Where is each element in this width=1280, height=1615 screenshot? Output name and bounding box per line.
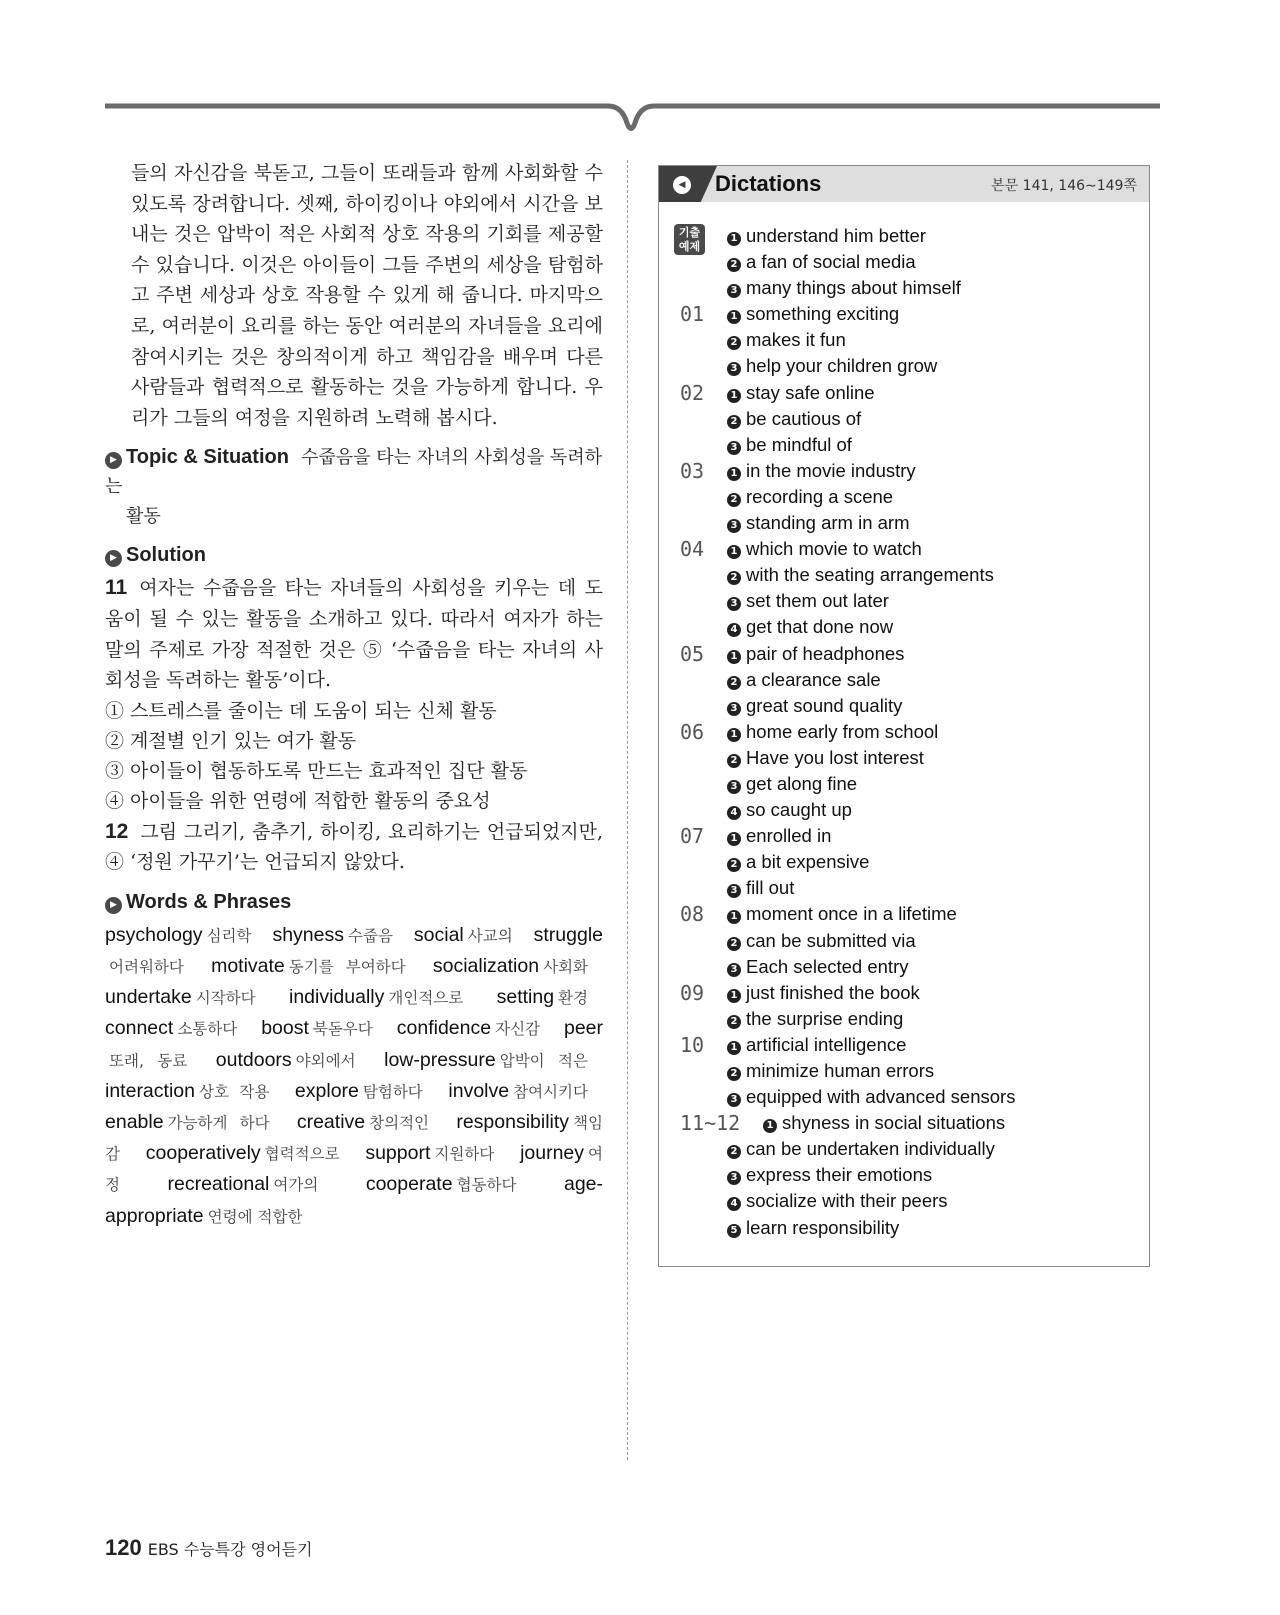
word-pair: socialization 사회화 bbox=[432, 954, 588, 977]
word-pair: motivate 동기를 부여하다 bbox=[211, 954, 406, 977]
dictation-row bbox=[674, 380, 1139, 406]
column-divider bbox=[627, 160, 628, 1460]
dictation-answer bbox=[727, 1215, 899, 1241]
dictation-answer bbox=[727, 797, 852, 823]
answer-text: moment once in a lifetime bbox=[746, 903, 957, 925]
question-number: 12 bbox=[105, 819, 129, 843]
topic-title: Topic & Situation bbox=[126, 446, 289, 469]
dictation-answer bbox=[763, 1110, 1005, 1136]
answer-text: recording a scene bbox=[746, 485, 894, 507]
dictation-row bbox=[674, 954, 1139, 980]
dictation-row bbox=[674, 771, 1139, 797]
item-number: 08 bbox=[680, 902, 705, 927]
answer-text: so caught up bbox=[746, 799, 852, 821]
item-number: 05 bbox=[680, 641, 705, 666]
answer-text: be mindful of bbox=[746, 433, 852, 455]
intro-paragraph: 들의 자신감을 북돋고, 그들이 또래들과 함께 사회화할 수 있도록 장려합니다. 셋째, 하이킹이나 야외에서 시간을 보내는 것은 압박이 적은 사회적 상호 작용의 기회를 제공할 수 있습니다. 이것은 아이들이 그들 주변의 세상을 탐험하고 주변 세상과 상호 작용할 수 있게 해 줍니다. 마지막으로, 여러분이 요리를 하는 동안 여러분의 자녀들을 요리에 참여시키는 것은 창의적이게 하고 책임감을 배우며 다른 사람들과 협력적으로 활동하는 것을 가능하게 합니다. 우리가 그들의 여정을 지원하려 노력해 봅시다. bbox=[131, 162, 603, 429]
answer-text: get that done now bbox=[746, 616, 894, 638]
circled-number-icon: 1 bbox=[727, 832, 741, 846]
dictation-answer bbox=[727, 432, 852, 458]
answer-text: a bit expensive bbox=[746, 851, 870, 873]
page-reference: 본문 141, 146∼149쪽 bbox=[991, 178, 1137, 194]
dictation-answer bbox=[727, 719, 938, 745]
dictation-row bbox=[674, 928, 1139, 954]
left-column bbox=[105, 158, 603, 1232]
dictation-answer bbox=[727, 1162, 932, 1188]
dictation-row bbox=[674, 588, 1139, 614]
answer-text: home early from school bbox=[746, 720, 939, 742]
dictation-row bbox=[674, 1058, 1139, 1084]
play-bullet-icon: ▶ bbox=[105, 550, 122, 567]
solution-title: Solution bbox=[126, 544, 206, 567]
answer-text: which movie to watch bbox=[746, 538, 922, 560]
dictation-answer bbox=[727, 901, 957, 927]
dictation-answer bbox=[727, 1058, 934, 1084]
answer-text: artificial intelligence bbox=[746, 1033, 907, 1055]
answer-text: enrolled in bbox=[746, 825, 832, 847]
dictation-answer bbox=[727, 1032, 906, 1058]
dictation-row bbox=[674, 719, 1139, 745]
word-pair: peer또래, 동료 bbox=[109, 1017, 604, 1070]
option-3: ③ 아이들이 협동하도록 만드는 효과적인 집단 활동 bbox=[105, 760, 528, 783]
dictation-row bbox=[674, 745, 1139, 771]
answer-text: Each selected entry bbox=[746, 955, 909, 977]
answer-text: standing arm in arm bbox=[746, 512, 910, 534]
answer-text: stay safe online bbox=[746, 381, 875, 403]
dictation-answer bbox=[727, 249, 916, 275]
circled-number-icon: 1 bbox=[727, 310, 741, 324]
dictation-answer bbox=[727, 327, 846, 353]
page-number: 120 bbox=[105, 1535, 142, 1560]
word-pair: explore 탐험하다 bbox=[294, 1079, 423, 1102]
dictation-row bbox=[674, 249, 1139, 275]
circled-number-icon: 1 bbox=[727, 467, 741, 481]
answer-text: minimize human errors bbox=[746, 1060, 935, 1081]
dictation-row bbox=[674, 1188, 1139, 1214]
circled-number-icon: 2 bbox=[727, 676, 741, 690]
dictation-list bbox=[674, 223, 1139, 1241]
dictation-row bbox=[674, 1215, 1139, 1241]
circled-number-icon: 4 bbox=[727, 1197, 741, 1211]
topic-desc: 수줍음을 타는 자녀의 사회성을 독려하는 bbox=[105, 447, 603, 498]
circled-number-icon: 2 bbox=[727, 571, 741, 585]
top-rule-with-notch bbox=[0, 90, 1280, 140]
circled-number-icon: 2 bbox=[727, 858, 741, 872]
question-number: 11 bbox=[105, 576, 128, 600]
word-pair: journey 여정 bbox=[105, 1142, 604, 1195]
dictations-header bbox=[659, 166, 1149, 202]
word-pair: low-pressure 압박이 적은 bbox=[384, 1048, 588, 1071]
dictation-answer bbox=[727, 667, 881, 693]
word-pair: interaction 상호 작용 bbox=[105, 1079, 270, 1102]
circled-number-icon: 1 bbox=[727, 232, 741, 246]
circled-number-icon: 3 bbox=[727, 284, 741, 298]
circled-number-icon: 3 bbox=[727, 597, 741, 611]
word-pair: outdoors 야외에서 bbox=[215, 1048, 356, 1071]
dictation-row bbox=[674, 693, 1139, 719]
dictation-answer bbox=[727, 641, 904, 667]
option-2: ② 계절별 인기 있는 여가 활동 bbox=[105, 729, 357, 752]
circled-number-icon: 1 bbox=[763, 1119, 777, 1133]
word-pair: cooperate 협동하다 bbox=[365, 1173, 517, 1196]
word-pair: confidence 자신감 bbox=[396, 1017, 541, 1040]
circled-number-icon: 2 bbox=[727, 937, 741, 951]
circled-number-icon: 1 bbox=[727, 728, 741, 742]
dictation-row bbox=[674, 1136, 1139, 1162]
answer-text: the surprise ending bbox=[746, 1007, 904, 1029]
dictation-answer bbox=[727, 849, 869, 875]
answer-text: help your children grow bbox=[746, 355, 938, 377]
answer-text: express their emotions bbox=[746, 1164, 933, 1186]
answer-text: be cautious of bbox=[746, 407, 862, 429]
answer-text: can be submitted via bbox=[746, 929, 916, 951]
dictation-row bbox=[674, 510, 1139, 536]
item-number: 11~12 bbox=[680, 1111, 741, 1136]
item-number: 06 bbox=[680, 719, 705, 744]
dictation-answer bbox=[727, 980, 920, 1006]
dictation-row bbox=[674, 1006, 1139, 1032]
answer-text: pair of headphones bbox=[746, 642, 905, 664]
word-pair: setting 환경 bbox=[496, 986, 588, 1009]
dictation-row bbox=[674, 353, 1139, 379]
word-pair: enable 가능하게 하다 bbox=[105, 1110, 270, 1133]
dictation-row bbox=[674, 1032, 1139, 1058]
dictation-answer bbox=[727, 484, 893, 510]
dictation-row bbox=[674, 875, 1139, 901]
dictation-answer bbox=[727, 745, 924, 771]
item-number: 03 bbox=[680, 458, 705, 483]
dictation-answer bbox=[727, 1188, 948, 1214]
words-heading bbox=[105, 888, 603, 916]
word-pair: boost 북돋우다 bbox=[261, 1017, 373, 1040]
topic-heading bbox=[105, 443, 603, 501]
dictation-row bbox=[674, 797, 1139, 823]
dictation-row bbox=[674, 1084, 1139, 1110]
answer-text: something exciting bbox=[746, 303, 900, 325]
dictation-answer bbox=[727, 223, 926, 249]
play-bullet-icon: ▶ bbox=[105, 897, 122, 914]
circled-number-icon: 3 bbox=[727, 963, 741, 977]
words-title: Words & Phrases bbox=[126, 890, 292, 913]
word-pair: cooperatively 협력적으로 bbox=[145, 1142, 340, 1165]
circled-number-icon: 4 bbox=[727, 806, 741, 820]
answer-text: set them out later bbox=[746, 590, 889, 612]
dictation-row bbox=[674, 562, 1139, 588]
dictation-answer bbox=[727, 771, 857, 797]
dictation-row bbox=[674, 1110, 1139, 1136]
word-pair: psychology 심리학 bbox=[105, 923, 252, 946]
dictation-row bbox=[674, 484, 1139, 510]
answer-text: can be undertaken individually bbox=[746, 1138, 995, 1160]
topic-desc-cont: 활동 bbox=[126, 506, 161, 528]
solution-q11-text: 여자는 수줍음을 타는 자녀들의 사회성을 키우는 데 도움이 될 수 있는 활동을 소개하고 있다. 따라서 여자가 하는 말의 주제로 가장 적절한 것은 ⑤ ‘수줍음을 타는 자녀의 사회성을 독려하는 활동’이다. bbox=[105, 577, 603, 692]
circled-number-icon: 3 bbox=[727, 519, 741, 533]
answer-text: in the movie industry bbox=[746, 459, 916, 481]
circled-number-icon: 1 bbox=[727, 910, 741, 924]
dictation-answer bbox=[727, 562, 994, 588]
dictations-box bbox=[658, 165, 1150, 1267]
circled-number-icon: 2 bbox=[727, 1015, 741, 1029]
dictation-answer bbox=[727, 510, 909, 536]
item-number: 07 bbox=[680, 824, 705, 849]
page-footer bbox=[105, 1535, 313, 1561]
play-bullet-icon: ▶ bbox=[105, 452, 122, 469]
answer-text: fill out bbox=[746, 877, 795, 899]
circled-number-icon: 1 bbox=[727, 1041, 741, 1055]
item-number: 02 bbox=[680, 380, 705, 405]
circled-number-icon: 1 bbox=[727, 389, 741, 403]
dictation-answer bbox=[727, 693, 902, 719]
dictation-row bbox=[674, 1162, 1139, 1188]
circled-number-icon: 2 bbox=[727, 754, 741, 768]
dictation-answer bbox=[727, 536, 922, 562]
answer-text: equipped with advanced sensors bbox=[746, 1086, 1016, 1108]
dictation-row bbox=[674, 849, 1139, 875]
answer-text: many things about himself bbox=[746, 277, 961, 299]
dictation-answer bbox=[727, 301, 899, 327]
word-pair: struggle어려워하다 bbox=[109, 923, 604, 976]
word-pair: age-appropriate 연령에 적합한 bbox=[105, 1173, 604, 1227]
word-pair: creative 창의적인 bbox=[296, 1110, 430, 1133]
item-number: 01 bbox=[680, 302, 705, 327]
word-pair: individually 개인적으로 bbox=[288, 986, 464, 1009]
circled-number-icon: 3 bbox=[727, 884, 741, 898]
circled-number-icon: 3 bbox=[727, 780, 741, 794]
dictation-row bbox=[674, 406, 1139, 432]
dictation-row bbox=[674, 432, 1139, 458]
dictations-title: Dictations bbox=[715, 171, 822, 196]
circled-number-icon: 3 bbox=[727, 362, 741, 376]
circled-number-icon: 3 bbox=[727, 1093, 741, 1107]
dictation-answer bbox=[727, 458, 916, 484]
solution-heading bbox=[105, 541, 603, 569]
answer-text: shyness in social situations bbox=[782, 1112, 1006, 1134]
dictation-answer bbox=[727, 823, 831, 849]
dictation-row bbox=[674, 901, 1139, 927]
circled-number-icon: 2 bbox=[727, 258, 741, 272]
circled-number-icon: 2 bbox=[727, 493, 741, 507]
item-number: 09 bbox=[680, 980, 705, 1005]
circled-number-icon: 2 bbox=[727, 415, 741, 429]
answer-text: makes it fun bbox=[746, 329, 846, 351]
word-pair: support 지원하다 bbox=[365, 1142, 495, 1165]
circled-number-icon: 1 bbox=[727, 650, 741, 664]
dictation-answer bbox=[727, 875, 794, 901]
dictation-row bbox=[674, 614, 1139, 640]
circled-number-icon: 5 bbox=[727, 1224, 741, 1238]
circled-number-icon: 2 bbox=[727, 336, 741, 350]
solution-q12 bbox=[105, 817, 603, 878]
book-title: EBS 수능특강 영어듣기 bbox=[147, 1540, 313, 1559]
dictation-answer bbox=[727, 588, 889, 614]
word-pair: undertake 시작하다 bbox=[105, 986, 256, 1009]
solution-q12-text: 그림 그리기, 춤추기, 하이킹, 요리하기는 언급되었지만, ④ ‘정원 가꾸기’는 언급되지 않았다. bbox=[105, 820, 603, 874]
answer-text: learn responsibility bbox=[746, 1216, 900, 1238]
answer-text: with the seating arrangements bbox=[746, 564, 994, 586]
option-1: ① 스트레스를 줄이는 데 도움이 되는 신체 활동 bbox=[105, 699, 497, 722]
answer-text: understand him better bbox=[746, 225, 926, 246]
dictation-answer bbox=[727, 353, 937, 379]
dictation-answer bbox=[727, 406, 861, 432]
dictation-row bbox=[674, 275, 1139, 301]
dictation-row bbox=[674, 301, 1139, 327]
word-pair: shyness 수줍음 bbox=[272, 923, 393, 946]
circled-number-icon: 2 bbox=[727, 1145, 741, 1159]
dictation-answer bbox=[727, 380, 875, 406]
dictation-row bbox=[674, 223, 1139, 253]
answer-text: socialize with their peers bbox=[746, 1190, 948, 1212]
dictation-row bbox=[674, 667, 1139, 693]
circled-number-icon: 2 bbox=[727, 1067, 741, 1081]
word-pair: recreational 여가의 bbox=[167, 1173, 319, 1196]
option-4: ④ 아이들을 위한 연령에 적합한 활동의 중요성 bbox=[105, 790, 491, 813]
answer-text: just finished the book bbox=[746, 981, 920, 1003]
dictation-row bbox=[674, 458, 1139, 484]
dictation-row bbox=[674, 536, 1139, 562]
word-pair: involve 참여시키다 bbox=[448, 1079, 588, 1102]
dictation-answer bbox=[727, 1084, 1015, 1110]
circled-number-icon: 3 bbox=[727, 441, 741, 455]
play-icon: ◀ bbox=[673, 176, 691, 194]
words-list bbox=[105, 920, 603, 1232]
answer-text: a clearance sale bbox=[746, 668, 881, 690]
answer-text: get along fine bbox=[746, 772, 858, 794]
dictation-answer bbox=[727, 275, 961, 301]
word-pair: social 사교의 bbox=[413, 923, 513, 946]
example-badge: 기출 예제 bbox=[674, 224, 705, 255]
dictation-row bbox=[674, 980, 1139, 1006]
solution-q11 bbox=[105, 573, 603, 695]
circled-number-icon: 1 bbox=[727, 545, 741, 559]
dictation-answer bbox=[727, 954, 908, 980]
circled-number-icon: 3 bbox=[727, 702, 741, 716]
dictation-answer bbox=[727, 1136, 995, 1162]
circled-number-icon: 4 bbox=[727, 623, 741, 637]
answer-text: a fan of social media bbox=[746, 251, 916, 273]
answer-text: Have you lost interest bbox=[746, 746, 924, 768]
circled-number-icon: 1 bbox=[727, 989, 741, 1003]
item-number: 10 bbox=[680, 1032, 705, 1057]
dictation-row bbox=[674, 327, 1139, 353]
circled-number-icon: 3 bbox=[727, 1171, 741, 1185]
word-pair: responsibility 책임감 bbox=[105, 1110, 603, 1164]
dictation-answer bbox=[727, 928, 916, 954]
item-number: 04 bbox=[680, 537, 705, 562]
dictation-row bbox=[674, 641, 1139, 667]
dictation-row bbox=[674, 823, 1139, 849]
dictation-answer bbox=[727, 614, 893, 640]
answer-text: great sound quality bbox=[746, 694, 903, 716]
dictation-answer bbox=[727, 1006, 903, 1032]
word-pair: connect 소통하다 bbox=[105, 1017, 238, 1040]
